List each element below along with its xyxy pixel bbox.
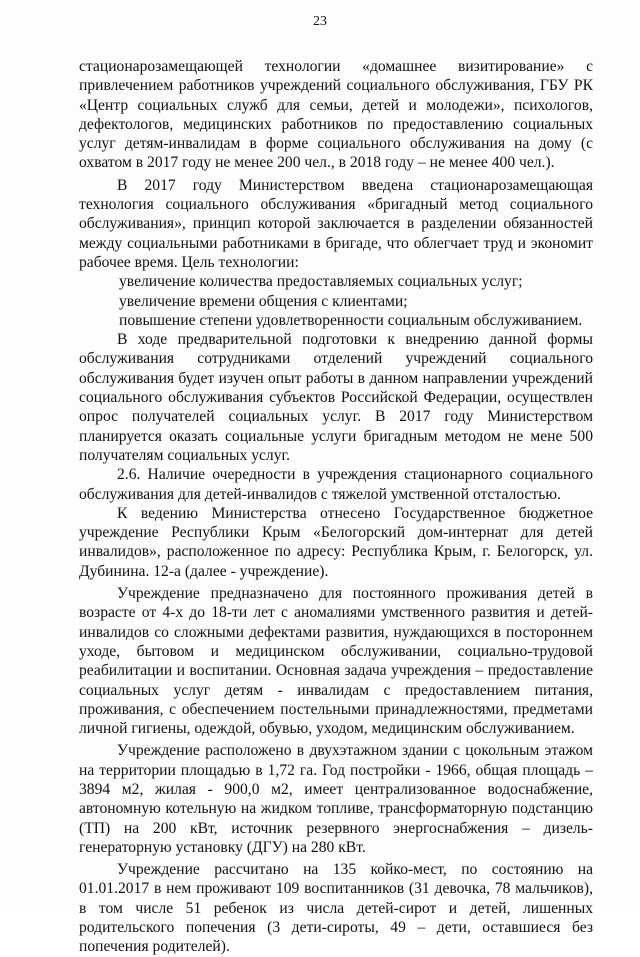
body-text [79, 57, 593, 957]
list-item-communication-time: увеличение времени общения с клиентами; [119, 292, 408, 310]
paragraph-building: Учреждение расположено в двухэтажном здании с цокольным этажом на территории площадью в 1,72 га. Год постройки - 1966, общая площадь – 3894 м2, жилая - 900,0 м2, имеет централизованное водоснабжение, автономную котельную на жидком топливе, трансформаторную подстанцию (ТП) на 200 кВт, источник резервного энергоснабжения – дизель-генераторную установку (ДГУ) на 280 кВт. [79, 742, 593, 856]
paragraph-institution-purpose: Учреждение предназначено для постоянного проживания детей в возрасте от 4-х до 18-ти лет с аномалиями умственного развития и детей-инвалидов со сложными дефектами развития, нуждающихся в постороннем уходе, бытовом и медицинском обслуживании, социально-трудовой реабилитации и воспитании. Основная задача учреждения – предоставление социальных услуг детям - инвалидам с предоставлением питания, проживания, с обеспечением постельными принадлежностями, предметами личной гигиены, одеждой, обувью, уходом, медицинским обслуживанием. [79, 585, 593, 738]
page-number: 23 [313, 14, 327, 29]
list-item-services-count: увеличение количества предоставляемых социальных услуг; [119, 273, 523, 291]
section-heading-2-6: 2.6. Наличие очередности в учреждения стационарного социального обслуживания для детей-инвалидов с тяжелой умственной отсталостью. [79, 466, 593, 503]
paragraph-capacity: Учреждение рассчитано на 135 койко-мест, по состоянию на 01.01.2017 в нем проживают 109 воспитанников (31 девочка, 78 мальчиков), в том числе 51 ребенок из числа детей-сирот и детей, лишенных родительского попечения (3 дети-сироты, 49 – дети, оставшиеся без попечения родителей). [79, 861, 593, 956]
list-item-satisfaction: повышение степени удовлетворенности социальным обслуживанием. [119, 311, 583, 329]
paragraph-home-visiting: стационарозамещающей технологии «домашнее визитирование» с привлечением работников учреждений социального обслуживания, ГБУ РК «Центр социальных служб для семьи, детей и молодежи», психологов, дефектологов, медицинских работников по предоставлению социальных услуг детям-инвалидам в форме социального обслуживания на дому (с охватом в 2017 году не менее 200 чел., в 2018 году – не менее 400 чел.). [79, 58, 593, 172]
paragraph-brigade-method: В 2017 году Министерством введена стационарозамещающая технология социального обслуживания «бригадный метод социального обслуживания», принцип которой заключается в разделении обязанностей между социальными работниками в бригаде, что облегчает труд и экономит рабочее время. Цель технологии: [79, 176, 593, 271]
paragraph-belogorsk-institution: К ведению Министерства отнесено Государственное бюджетное учреждение Республики Крым «Белогорский дом-интернат для детей инвалидов», расположенное по адресу: Республика Крым, г. Белогорск, ул. Дубинина. 12-а (далее - учреждение). [79, 504, 593, 580]
paragraph-preparation: В ходе предварительной подготовки к внедрению данной формы обслуживания сотрудниками отделений учреждений социального обслуживания будет изучен опыт работы в данном направлении учреждений социального обслуживания субъектов Российской Федерации, осуществлен опрос получателей социальных услуг. В 2017 году Министерством планируется оказать социальные услуги бригадным методом не мене 500 получателям социальных услуг. [79, 331, 593, 464]
